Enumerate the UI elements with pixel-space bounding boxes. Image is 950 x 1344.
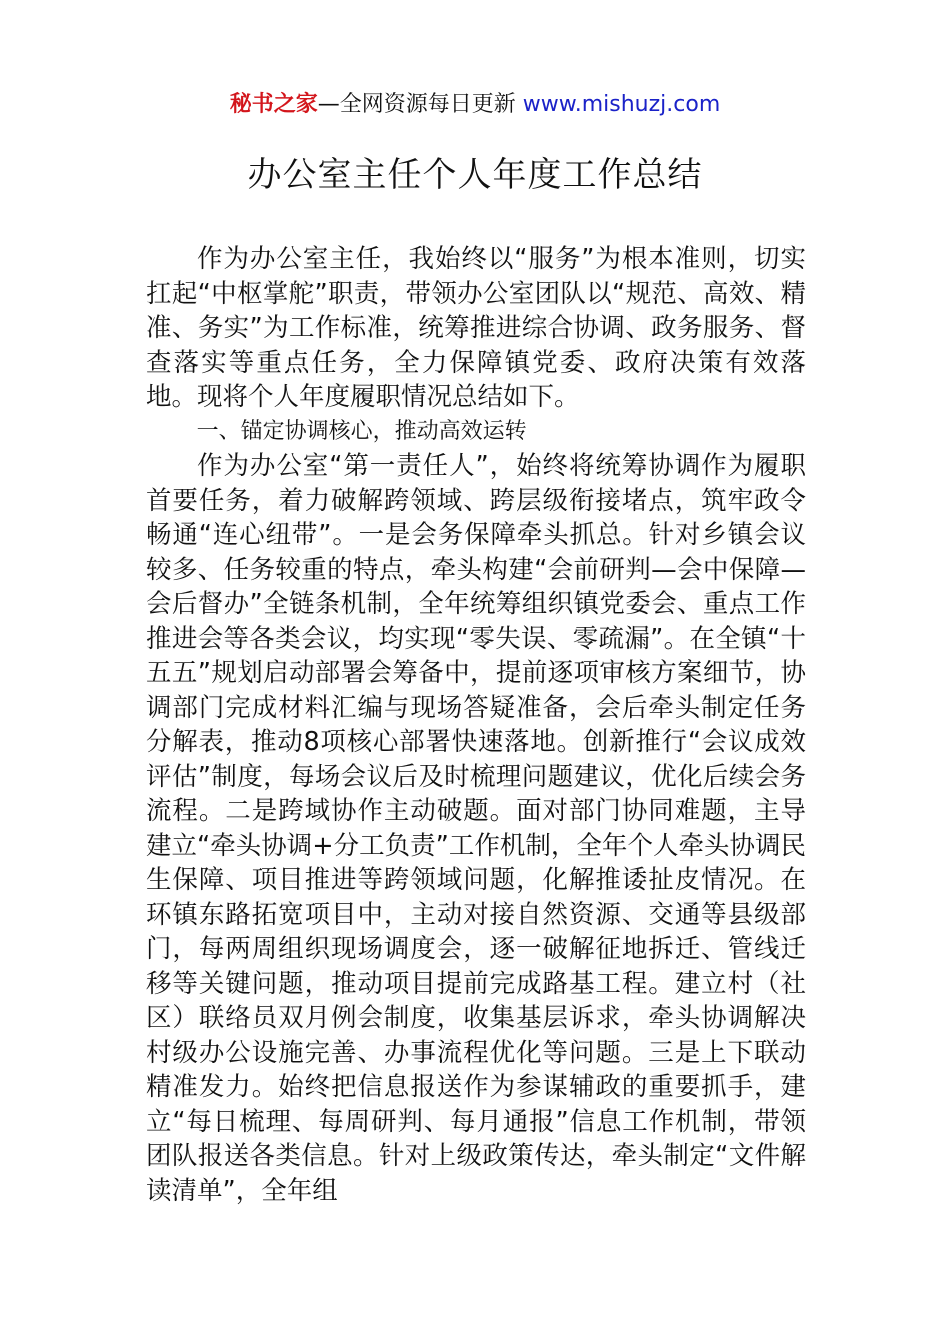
intro-paragraph: 作为办公室主任，我始终以“服务”为根本准则，切实扛起“中枢掌舵”职责，带领办公室团队以“规范、高效、精准、务实”为工作标准，统筹推进综合协调、政务服务、督查落实等重点任务，全力保障镇党委、政府决策有效落地。现将个人年度履职情况总结如下。 [146,244,806,412]
section-heading: 一、锚定协调核心，推动高效运转 [196,418,527,444]
document-title: 办公室主任个人年度工作总结 [247,155,703,195]
document-body [146,242,806,1208]
site-url[interactable]: www.mishuzj.com [522,92,721,117]
site-header [0,88,950,122]
section-paragraph: 作为办公室“第一责任人”，始终将统筹协调作为履职首要任务，着力破解跨领域、跨层级衔接堵点，筑牢政令畅通“连心纽带”。一是会务保障牵头抓总。针对乡镇会议较多、任务较重的特点，牵头构建“会前研判—会中保障—会后督办”全链条机制，全年统筹组织镇党委会、重点工作推进会等各类会议，均实现“零失误、零疏漏”。在全镇“十五五”规划启动部署会筹备中，提前逐项审核方案细节，协调部门完成材料汇编与现场答疑准备，会后牵头制定任务分解表，推动8项核心部署快速落地。创新推行“会议成效评估”制度，每场会议后及时梳理问题建议，优化后续会务流程。二是跨域协作主动破题。面对部门协同难题，主导建立“牵头协调+分工负责”工作机制，全年个人牵头协调民生保障、项目推进等跨领域问题，化解推诿扯皮情况。在环镇东路拓宽项目中，主动对接自然资源、交通等县级部门，每两周组织现场调度会，逐一破解征地拆迁、管线迁移等关键问题，推动项目提前完成路基工程。建立村（社区）联络员双月例会制度，收集基层诉求，牵头协调解决村级办公设施完善、办事流程优化等问题。三是上下联动精准发力。始终把信息报送作为参谋辅政的重要抓手，建立“每日梳理、每周研判、每月通报”信息工作机制，带领团队报送各类信息。针对上级政策传达，牵头制定“文件解读清单”，全年组 [146,451,806,1206]
site-name: 秘书之家 [229,92,318,117]
site-tagline: —全网资源每日更新 [317,92,523,117]
